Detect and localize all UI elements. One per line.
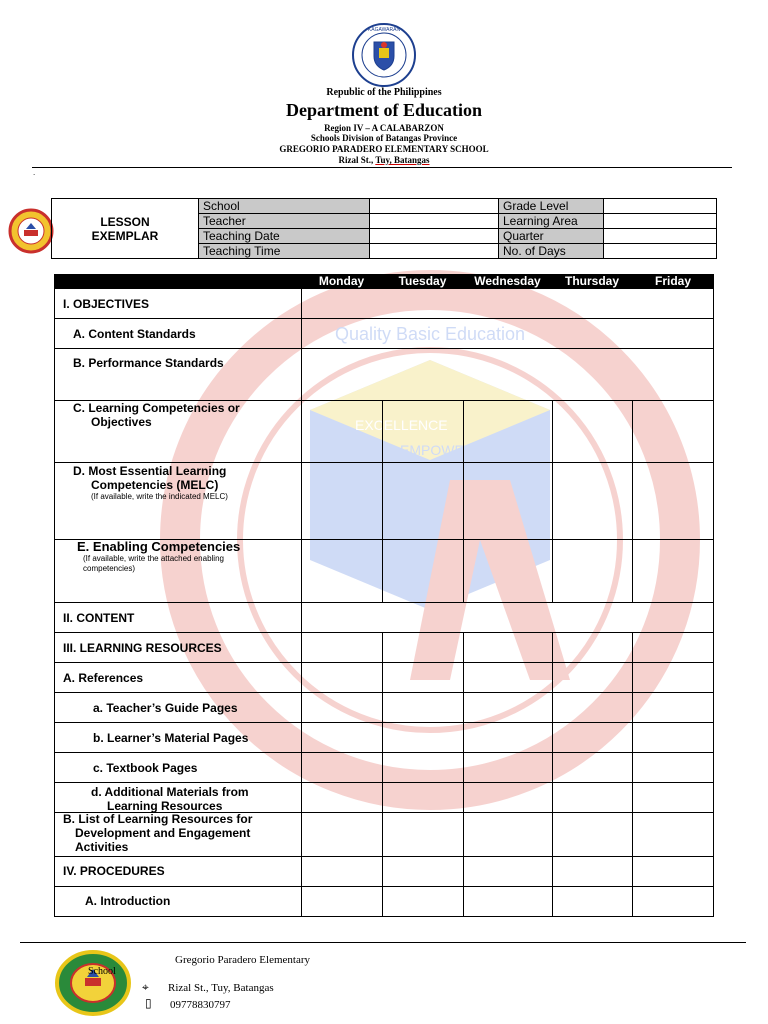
row-label-text bbox=[93, 701, 238, 715]
day-entry-cell-friday[interactable] bbox=[633, 887, 713, 916]
day-entry-cell-tuesday[interactable] bbox=[383, 783, 464, 812]
row-label bbox=[55, 813, 302, 856]
row-label-text bbox=[63, 812, 252, 854]
day-header-monday: Monday bbox=[301, 274, 382, 289]
table-row bbox=[54, 540, 714, 603]
day-header-thursday: Thursday bbox=[552, 274, 632, 289]
footer-school-name: Gregorio Paradero Elementary bbox=[175, 954, 310, 966]
row-label-note: (If available, write the indicated MELC) bbox=[91, 492, 228, 501]
watermark-text-excellence: EXCELLENCE bbox=[355, 417, 448, 433]
row-label-line1: III. LEARNING RESOURCES bbox=[63, 641, 222, 655]
day-entry-cell-monday[interactable] bbox=[302, 663, 383, 692]
row-label-line1: c. Textbook Pages bbox=[93, 761, 198, 775]
footer-address: Rizal St., Tuy, Batangas bbox=[168, 982, 274, 994]
row-label bbox=[55, 319, 302, 348]
row-label bbox=[55, 857, 302, 886]
day-entry-cell-tuesday[interactable] bbox=[383, 723, 464, 752]
day-entry-cell-tuesday[interactable] bbox=[383, 753, 464, 782]
day-entry-cell-monday[interactable] bbox=[302, 887, 383, 916]
day-entry-cell-thursday[interactable] bbox=[553, 783, 633, 812]
row-label-line2: Development and Engagement bbox=[75, 826, 251, 840]
info-label-teaching-date: Teaching Date bbox=[199, 229, 370, 244]
day-entry-cell-wednesday[interactable] bbox=[464, 887, 553, 916]
day-entry-cell-friday[interactable] bbox=[633, 401, 713, 462]
day-entry-cell-friday[interactable] bbox=[633, 663, 713, 692]
day-entry-cell-tuesday[interactable] bbox=[383, 633, 464, 662]
row-label-line1: A. References bbox=[63, 671, 144, 685]
day-header-blank bbox=[54, 274, 301, 289]
row-label-text bbox=[93, 761, 197, 775]
table-row bbox=[54, 603, 714, 633]
republic-heading: Republic of the Philippines bbox=[326, 87, 442, 98]
info-value-learning-area[interactable] bbox=[604, 214, 717, 229]
day-entry-cell-wednesday[interactable] bbox=[464, 783, 553, 812]
info-label-teacher: Teacher bbox=[199, 214, 370, 229]
row-label-line1: B. Performance Standards bbox=[73, 356, 224, 370]
row-label bbox=[55, 753, 302, 782]
stray-dot: . bbox=[33, 168, 36, 177]
row-label bbox=[55, 603, 302, 632]
day-entry-cell-thursday[interactable] bbox=[553, 633, 633, 662]
row-label bbox=[55, 289, 302, 318]
day-entry-cell-monday[interactable] bbox=[302, 463, 383, 539]
table-row bbox=[54, 349, 714, 401]
footer-divider bbox=[20, 942, 746, 943]
region-line: Region IV – A CALABARZON bbox=[324, 123, 444, 133]
day-entry-cell-friday[interactable] bbox=[633, 693, 713, 722]
day-entry-cell-wednesday[interactable] bbox=[464, 693, 553, 722]
day-entry-cell-monday[interactable] bbox=[302, 753, 383, 782]
school-footer-logo bbox=[54, 950, 132, 1016]
footer-school-name-cont: School bbox=[88, 966, 116, 977]
table-row bbox=[54, 783, 714, 813]
merged-entry-cell[interactable] bbox=[302, 289, 713, 318]
day-entry-cell-wednesday[interactable] bbox=[464, 857, 553, 886]
location-pin-icon: ⌖ bbox=[142, 980, 149, 994]
info-label-teaching-time: Teaching Time bbox=[199, 244, 370, 259]
row-label-text bbox=[93, 731, 248, 745]
row-label-line1: A. Introduction bbox=[85, 894, 171, 908]
info-label-grade-level: Grade Level bbox=[499, 199, 604, 214]
day-entry-cell-tuesday[interactable] bbox=[383, 857, 464, 886]
lesson-exemplar-title: LESSON EXEMPLAR bbox=[52, 199, 199, 259]
day-entry-cell-tuesday[interactable] bbox=[383, 663, 464, 692]
row-label-text bbox=[63, 671, 143, 685]
info-label-quarter: Quarter bbox=[499, 229, 604, 244]
row-label-line1: C. Learning Competencies or bbox=[73, 401, 240, 415]
info-label-learning-area: Learning Area bbox=[499, 214, 604, 229]
row-label-line1: I. OBJECTIVES bbox=[63, 297, 150, 311]
day-entry-cell-thursday[interactable] bbox=[553, 463, 633, 539]
row-label-line3: Activities bbox=[75, 840, 129, 854]
day-entry-cell-tuesday[interactable] bbox=[383, 693, 464, 722]
day-entry-cell-wednesday[interactable] bbox=[464, 753, 553, 782]
day-header-tuesday: Tuesday bbox=[382, 274, 463, 289]
info-value-teacher[interactable] bbox=[370, 214, 499, 229]
row-label-text bbox=[63, 641, 222, 655]
row-label bbox=[55, 783, 302, 812]
day-entry-cell-wednesday[interactable] bbox=[464, 633, 553, 662]
header-divider bbox=[32, 167, 732, 168]
row-label-line2: Objectives bbox=[91, 415, 152, 429]
row-label-text bbox=[85, 894, 170, 908]
merged-entry-cell[interactable] bbox=[302, 349, 713, 400]
row-label-text bbox=[63, 864, 165, 878]
row-label-note: (If available, write the attached enabling competencies) bbox=[83, 554, 224, 573]
day-entry-cell-monday[interactable] bbox=[302, 783, 383, 812]
lesson-info-table bbox=[51, 198, 717, 259]
info-value-teaching-date[interactable] bbox=[370, 229, 499, 244]
footer-phone: 09778830797 bbox=[170, 999, 231, 1011]
day-entry-cell-tuesday[interactable] bbox=[383, 401, 464, 462]
day-entry-cell-friday[interactable] bbox=[633, 813, 713, 856]
day-entry-cell-monday[interactable] bbox=[302, 633, 383, 662]
day-entry-cell-friday[interactable] bbox=[633, 857, 713, 886]
address-line: Rizal St., Tuy, Batangas bbox=[338, 155, 430, 165]
row-label-line1: E. Enabling Competencies bbox=[77, 539, 241, 554]
row-label bbox=[55, 463, 302, 539]
day-entry-cell-monday[interactable] bbox=[302, 723, 383, 752]
day-entry-cell-thursday[interactable] bbox=[553, 693, 633, 722]
day-header-wednesday: Wednesday bbox=[463, 274, 552, 289]
row-label-text bbox=[91, 785, 249, 813]
day-entry-cell-thursday[interactable] bbox=[553, 663, 633, 692]
info-label-school: School bbox=[199, 199, 370, 214]
table-row bbox=[54, 289, 714, 319]
row-label-text bbox=[63, 297, 149, 311]
day-entry-cell-tuesday[interactable] bbox=[383, 463, 464, 539]
merged-entry-cell[interactable] bbox=[302, 603, 713, 632]
info-value-grade-level[interactable] bbox=[604, 199, 717, 214]
info-label-no-of-days: No. of Days bbox=[499, 244, 604, 259]
day-entry-cell-thursday[interactable] bbox=[553, 540, 633, 602]
svg-text:KAGAWARAN: KAGAWARAN bbox=[367, 27, 401, 33]
day-entry-cell-friday[interactable] bbox=[633, 723, 713, 752]
row-label bbox=[55, 663, 302, 692]
row-label bbox=[55, 349, 302, 400]
day-entry-cell-monday[interactable] bbox=[302, 693, 383, 722]
row-label-line2: Competencies (MELC) bbox=[91, 478, 219, 492]
watermark-text-empowerment: EMPOWERMENT bbox=[400, 442, 514, 458]
watermark-text-quality: Quality Basic Education bbox=[334, 324, 526, 344]
phone-icon: ▯ bbox=[145, 996, 152, 1010]
row-label-line1: a. Teacher’s Guide Pages bbox=[93, 701, 238, 715]
row-label-line1: B. List of Learning Resources for bbox=[63, 812, 253, 826]
day-entry-cell-friday[interactable] bbox=[633, 753, 713, 782]
table-row bbox=[54, 663, 714, 693]
row-label-line2: Learning Resources bbox=[107, 799, 223, 813]
department-heading: Department of Education bbox=[286, 100, 482, 120]
table-row bbox=[54, 813, 714, 857]
info-value-no-of-days[interactable] bbox=[604, 244, 717, 259]
row-label bbox=[55, 723, 302, 752]
row-label-text bbox=[73, 401, 240, 429]
day-entry-cell-wednesday[interactable] bbox=[464, 401, 553, 462]
row-label-line1: d. Additional Materials from bbox=[91, 785, 249, 799]
info-value-school[interactable] bbox=[370, 199, 499, 214]
day-entry-cell-wednesday[interactable] bbox=[464, 540, 553, 602]
deped-seal-logo bbox=[349, 22, 419, 88]
table-row bbox=[54, 753, 714, 783]
school-emblem-icon bbox=[8, 208, 54, 254]
table-row bbox=[54, 887, 714, 917]
row-label-text bbox=[63, 611, 134, 625]
day-header-friday: Friday bbox=[632, 274, 714, 289]
day-entry-cell-friday[interactable] bbox=[633, 633, 713, 662]
day-entry-cell-monday[interactable] bbox=[302, 401, 383, 462]
day-entry-cell-thursday[interactable] bbox=[553, 753, 633, 782]
table-row bbox=[54, 693, 714, 723]
day-entry-cell-thursday[interactable] bbox=[553, 857, 633, 886]
row-label-text bbox=[73, 464, 228, 502]
row-label-line1: b. Learner’s Material Pages bbox=[93, 731, 249, 745]
table-row bbox=[54, 401, 714, 463]
row-label-line1: D. Most Essential Learning bbox=[73, 464, 227, 478]
day-entry-cell-tuesday[interactable] bbox=[383, 887, 464, 916]
row-label-line1: A. Content Standards bbox=[73, 327, 196, 341]
table-row bbox=[54, 319, 714, 349]
day-entry-cell-wednesday[interactable] bbox=[464, 813, 553, 856]
table-row bbox=[54, 723, 714, 753]
row-label bbox=[55, 401, 302, 462]
row-label-text bbox=[73, 356, 224, 370]
row-label bbox=[55, 887, 302, 916]
row-label bbox=[55, 633, 302, 662]
division-line: Schools Division of Batangas Province bbox=[310, 133, 458, 143]
merged-entry-cell[interactable] bbox=[302, 319, 713, 348]
table-row bbox=[54, 633, 714, 663]
day-entry-cell-thursday[interactable] bbox=[553, 813, 633, 856]
row-label-line1: IV. PROCEDURES bbox=[63, 864, 165, 878]
row-label-text bbox=[77, 540, 263, 574]
info-value-quarter[interactable] bbox=[604, 229, 717, 244]
day-entry-cell-monday[interactable] bbox=[302, 813, 383, 856]
table-row bbox=[54, 463, 714, 540]
day-entry-cell-tuesday[interactable] bbox=[383, 813, 464, 856]
info-value-teaching-time[interactable] bbox=[370, 244, 499, 259]
row-label-line1: II. CONTENT bbox=[63, 611, 135, 625]
row-label bbox=[55, 540, 302, 602]
day-entry-cell-wednesday[interactable] bbox=[464, 723, 553, 752]
day-entry-cell-wednesday[interactable] bbox=[464, 463, 553, 539]
day-entry-cell-monday[interactable] bbox=[302, 540, 383, 602]
school-name-line: GREGORIO PARADERO ELEMENTARY SCHOOL bbox=[279, 144, 489, 154]
row-label bbox=[55, 693, 302, 722]
table-row bbox=[54, 857, 714, 887]
day-entry-cell-friday[interactable] bbox=[633, 463, 713, 539]
row-label-text bbox=[73, 327, 196, 341]
day-entry-cell-monday[interactable] bbox=[302, 857, 383, 886]
watermark-text-efficiency: EFFICIENCY bbox=[415, 462, 499, 478]
day-entry-cell-friday[interactable] bbox=[633, 540, 713, 602]
day-entry-cell-tuesday[interactable] bbox=[383, 540, 464, 602]
day-entry-cell-friday[interactable] bbox=[633, 783, 713, 812]
day-entry-cell-thursday[interactable] bbox=[553, 723, 633, 752]
day-entry-cell-thursday[interactable] bbox=[553, 401, 633, 462]
day-entry-cell-wednesday[interactable] bbox=[464, 663, 553, 692]
day-entry-cell-thursday[interactable] bbox=[553, 887, 633, 916]
